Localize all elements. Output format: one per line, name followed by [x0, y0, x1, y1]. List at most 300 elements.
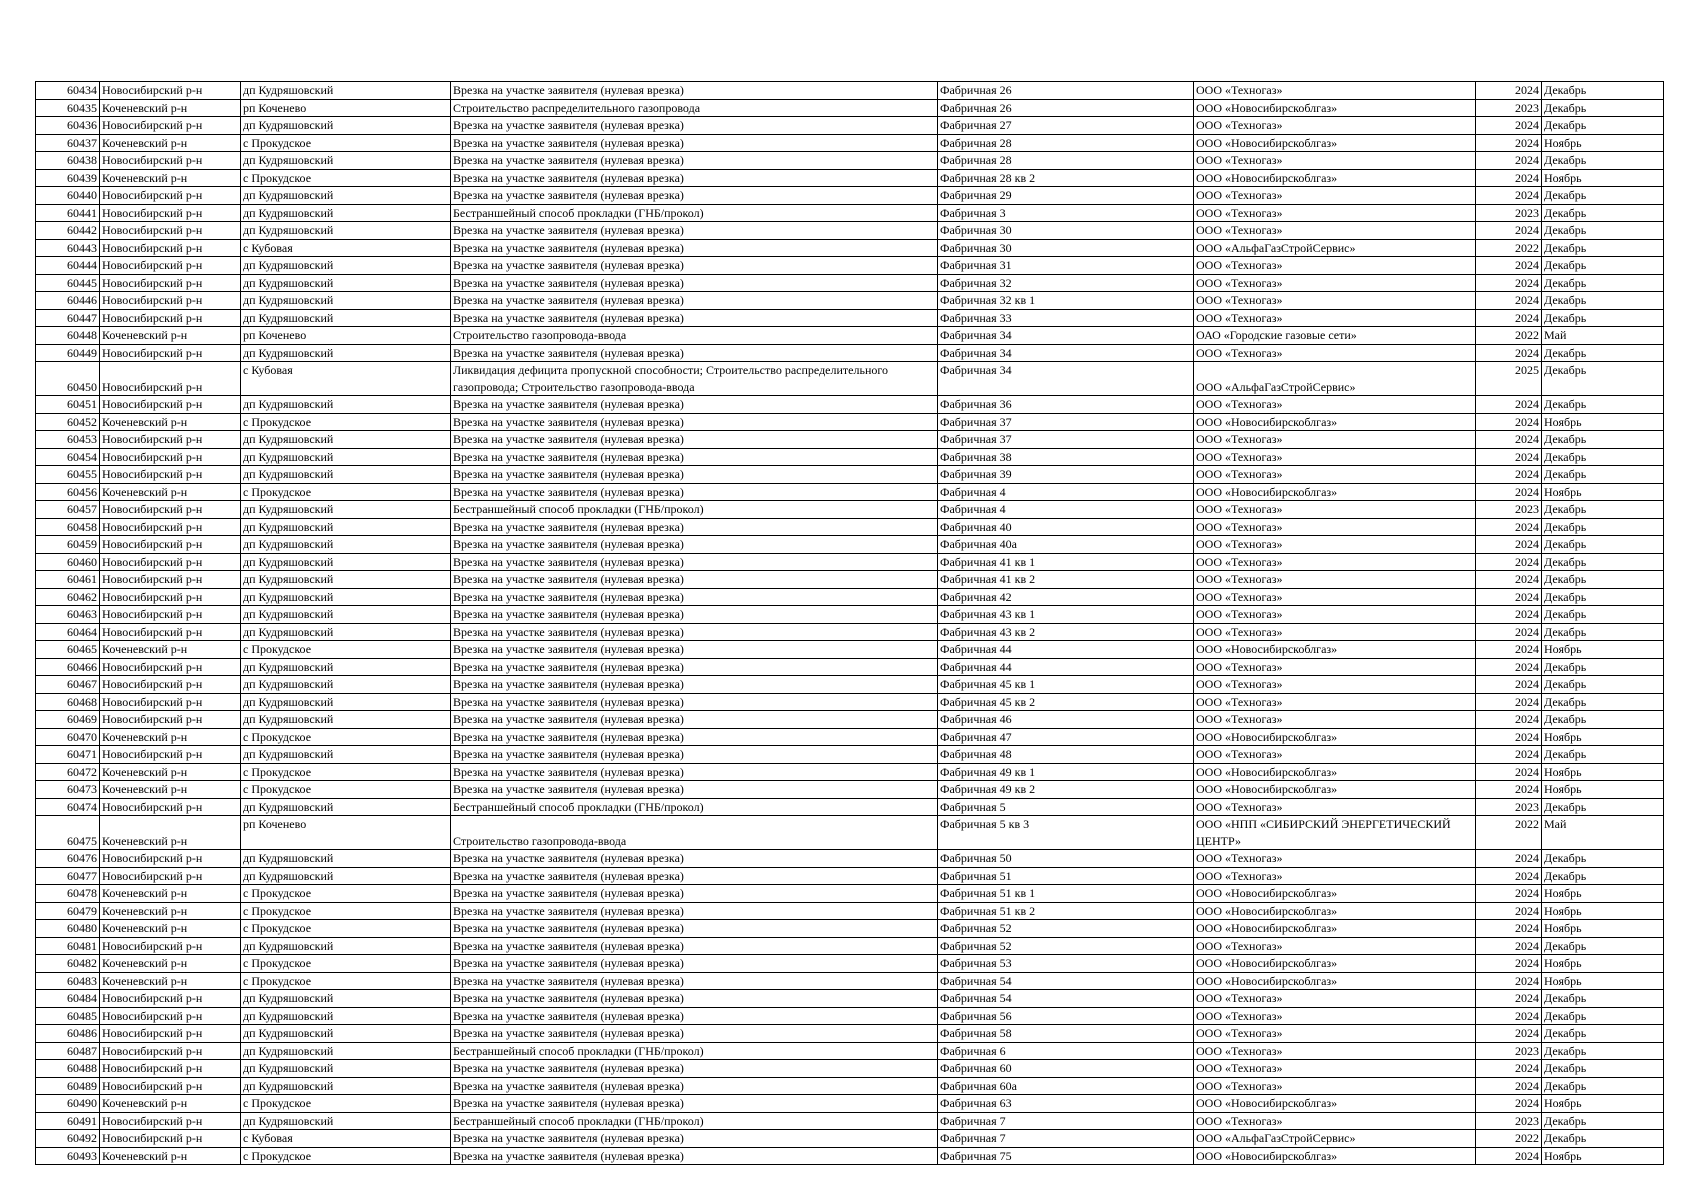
year-cell: 2024 [1476, 274, 1542, 292]
district-cell: Новосибирский р-н [100, 606, 241, 624]
row-id-cell: 60479 [36, 902, 100, 920]
address-cell: Фабричная 54 [938, 990, 1194, 1008]
year-cell: 2024 [1476, 641, 1542, 659]
address-cell: Фабричная 42 [938, 588, 1194, 606]
settlement-cell: дп Кудряшовский [241, 1060, 451, 1078]
table-row [36, 553, 1664, 571]
address-cell: Фабричная 38 [938, 448, 1194, 466]
address-cell: Фабричная 26 [938, 99, 1194, 117]
year-cell: 2024 [1476, 588, 1542, 606]
year-cell: 2024 [1476, 466, 1542, 484]
district-cell: Новосибирский р-н [100, 867, 241, 885]
district-cell: Новосибирский р-н [100, 693, 241, 711]
settlement-cell: дп Кудряшовский [241, 222, 451, 240]
settlement-cell: с Прокудское [241, 920, 451, 938]
month-cell: Декабрь [1542, 676, 1664, 694]
table-row [36, 972, 1664, 990]
contractor-cell: ООО «Техногаз» [1194, 448, 1476, 466]
table-row [36, 169, 1664, 187]
table-row [36, 920, 1664, 938]
contractor-cell: ООО «Техногаз» [1194, 571, 1476, 589]
month-cell: Декабрь [1542, 1025, 1664, 1043]
month-cell: Ноябрь [1542, 781, 1664, 799]
work-type-cell: Врезка на участке заявителя (нулевая врезка) [451, 413, 938, 431]
month-cell: Декабрь [1542, 1060, 1664, 1078]
month-cell: Декабрь [1542, 292, 1664, 310]
table-row [36, 955, 1664, 973]
month-cell: Май [1542, 816, 1664, 850]
settlement-cell: рп Коченево [241, 99, 451, 117]
row-id-cell: 60462 [36, 588, 100, 606]
address-cell: Фабричная 32 [938, 274, 1194, 292]
address-cell: Фабричная 3 [938, 204, 1194, 222]
address-cell: Фабричная 6 [938, 1042, 1194, 1060]
month-cell: Декабрь [1542, 606, 1664, 624]
contractor-cell: ООО «Техногаз» [1194, 937, 1476, 955]
settlement-cell: дп Кудряшовский [241, 536, 451, 554]
district-cell: Новосибирский р-н [100, 344, 241, 362]
settlement-cell: дп Кудряшовский [241, 448, 451, 466]
settlement-cell: дп Кудряшовский [241, 204, 451, 222]
address-cell: Фабричная 37 [938, 431, 1194, 449]
contractor-cell: ООО «Техногаз» [1194, 1077, 1476, 1095]
table-row [36, 850, 1664, 868]
settlement-cell: с Прокудское [241, 483, 451, 501]
contractor-cell: ООО «Новосибирскоблгаз» [1194, 134, 1476, 152]
settlement-cell: с Прокудское [241, 134, 451, 152]
row-id-cell: 60486 [36, 1025, 100, 1043]
table-row [36, 117, 1664, 135]
month-cell: Май [1542, 327, 1664, 345]
month-cell: Декабрь [1542, 1112, 1664, 1130]
contractor-cell: ООО «Техногаз» [1194, 1060, 1476, 1078]
address-cell: Фабричная 56 [938, 1007, 1194, 1025]
address-cell: Фабричная 28 [938, 152, 1194, 170]
month-cell: Декабрь [1542, 448, 1664, 466]
row-id-cell: 60434 [36, 82, 100, 100]
month-cell: Декабрь [1542, 658, 1664, 676]
row-id-cell: 60488 [36, 1060, 100, 1078]
district-cell: Новосибирский р-н [100, 1060, 241, 1078]
month-cell: Декабрь [1542, 1007, 1664, 1025]
settlement-cell: дп Кудряшовский [241, 937, 451, 955]
table-row [36, 693, 1664, 711]
address-cell: Фабричная 26 [938, 82, 1194, 100]
district-cell: Новосибирский р-н [100, 676, 241, 694]
row-id-cell: 60449 [36, 344, 100, 362]
table-row [36, 746, 1664, 764]
contractor-cell: ООО «Техногаз» [1194, 82, 1476, 100]
contractor-cell: ООО «Новосибирскоблгаз» [1194, 1095, 1476, 1113]
work-type-cell: Врезка на участке заявителя (нулевая врезка) [451, 902, 938, 920]
month-cell: Ноябрь [1542, 972, 1664, 990]
work-type-cell: Врезка на участке заявителя (нулевая врезка) [451, 1025, 938, 1043]
month-cell: Декабрь [1542, 798, 1664, 816]
contractor-cell: ООО «Техногаз» [1194, 588, 1476, 606]
address-cell: Фабричная 45 кв 1 [938, 676, 1194, 694]
work-type-cell: Врезка на участке заявителя (нулевая врезка) [451, 711, 938, 729]
table-row [36, 676, 1664, 694]
work-type-cell: Врезка на участке заявителя (нулевая врезка) [451, 1130, 938, 1148]
work-type-cell: Врезка на участке заявителя (нулевая врезка) [451, 1147, 938, 1165]
district-cell: Коченевский р-н [100, 816, 241, 850]
district-cell: Новосибирский р-н [100, 82, 241, 100]
month-cell: Декабрь [1542, 396, 1664, 414]
district-cell: Новосибирский р-н [100, 937, 241, 955]
year-cell: 2024 [1476, 222, 1542, 240]
table-row [36, 623, 1664, 641]
month-cell: Декабрь [1542, 82, 1664, 100]
settlement-cell: дп Кудряшовский [241, 850, 451, 868]
contractor-cell: ООО «АльфаГазСтройСервис» [1194, 239, 1476, 257]
district-cell: Коченевский р-н [100, 1147, 241, 1165]
table-row [36, 1130, 1664, 1148]
year-cell: 2024 [1476, 676, 1542, 694]
year-cell: 2023 [1476, 798, 1542, 816]
table-row [36, 798, 1664, 816]
contractor-cell: ООО «Техногаз» [1194, 431, 1476, 449]
year-cell: 2024 [1476, 658, 1542, 676]
address-cell: Фабричная 49 кв 2 [938, 781, 1194, 799]
month-cell: Декабрь [1542, 571, 1664, 589]
settlement-cell: дп Кудряшовский [241, 1025, 451, 1043]
contractor-cell: ООО «Техногаз» [1194, 466, 1476, 484]
work-type-cell: Врезка на участке заявителя (нулевая врезка) [451, 152, 938, 170]
address-cell: Фабричная 53 [938, 955, 1194, 973]
district-cell: Новосибирский р-н [100, 152, 241, 170]
settlement-cell: рп Коченево [241, 816, 451, 850]
table-row [36, 1147, 1664, 1165]
row-id-cell: 60471 [36, 746, 100, 764]
district-cell: Новосибирский р-н [100, 746, 241, 764]
work-type-cell: Врезка на участке заявителя (нулевая врезка) [451, 117, 938, 135]
month-cell: Декабрь [1542, 1130, 1664, 1148]
settlement-cell: дп Кудряшовский [241, 623, 451, 641]
month-cell: Декабрь [1542, 274, 1664, 292]
month-cell: Декабрь [1542, 518, 1664, 536]
work-type-cell: Врезка на участке заявителя (нулевая врезка) [451, 571, 938, 589]
district-cell: Коченевский р-н [100, 327, 241, 345]
district-cell: Коченевский р-н [100, 483, 241, 501]
address-cell: Фабричная 30 [938, 222, 1194, 240]
year-cell: 2024 [1476, 1060, 1542, 1078]
address-cell: Фабричная 75 [938, 1147, 1194, 1165]
address-cell: Фабричная 60 [938, 1060, 1194, 1078]
district-cell: Коченевский р-н [100, 902, 241, 920]
settlement-cell: дп Кудряшовский [241, 798, 451, 816]
work-type-cell: Врезка на участке заявителя (нулевая врезка) [451, 396, 938, 414]
contractor-cell: ООО «Техногаз» [1194, 676, 1476, 694]
contractor-cell: ООО «Новосибирскоблгаз» [1194, 955, 1476, 973]
contractor-cell: ООО «Техногаз» [1194, 501, 1476, 519]
contractor-cell: ООО «АльфаГазСтройСервис» [1194, 1130, 1476, 1148]
table-row [36, 134, 1664, 152]
district-cell: Новосибирский р-н [100, 850, 241, 868]
settlement-cell: с Кубовая [241, 1130, 451, 1148]
settlement-cell: с Кубовая [241, 362, 451, 396]
district-cell: Новосибирский р-н [100, 239, 241, 257]
table-row [36, 1007, 1664, 1025]
year-cell: 2023 [1476, 204, 1542, 222]
row-id-cell: 60446 [36, 292, 100, 310]
row-id-cell: 60440 [36, 187, 100, 205]
row-id-cell: 60463 [36, 606, 100, 624]
district-cell: Новосибирский р-н [100, 222, 241, 240]
table-row [36, 1042, 1664, 1060]
month-cell: Декабрь [1542, 152, 1664, 170]
work-type-cell: Врезка на участке заявителя (нулевая врезка) [451, 920, 938, 938]
address-cell: Фабричная 51 [938, 867, 1194, 885]
table-row [36, 239, 1664, 257]
row-id-cell: 60474 [36, 798, 100, 816]
contractor-cell: ООО «Техногаз» [1194, 257, 1476, 275]
address-cell: Фабричная 30 [938, 239, 1194, 257]
address-cell: Фабричная 51 кв 2 [938, 902, 1194, 920]
work-type-cell: Врезка на участке заявителя (нулевая врезка) [451, 483, 938, 501]
settlement-cell: с Прокудское [241, 413, 451, 431]
month-cell: Декабрь [1542, 466, 1664, 484]
settlement-cell: дп Кудряшовский [241, 1112, 451, 1130]
year-cell: 2023 [1476, 1112, 1542, 1130]
year-cell: 2024 [1476, 990, 1542, 1008]
settlement-cell: с Прокудское [241, 972, 451, 990]
address-cell: Фабричная 44 [938, 641, 1194, 659]
year-cell: 2024 [1476, 518, 1542, 536]
work-type-cell: Врезка на участке заявителя (нулевая врезка) [451, 257, 938, 275]
year-cell: 2022 [1476, 327, 1542, 345]
contractor-cell: ООО «Новосибирскоблгаз» [1194, 920, 1476, 938]
row-id-cell: 60485 [36, 1007, 100, 1025]
work-type-cell: Врезка на участке заявителя (нулевая врезка) [451, 274, 938, 292]
table-row [36, 327, 1664, 345]
year-cell: 2024 [1476, 483, 1542, 501]
row-id-cell: 60487 [36, 1042, 100, 1060]
table-row [36, 781, 1664, 799]
district-cell: Новосибирский р-н [100, 536, 241, 554]
settlement-cell: дп Кудряшовский [241, 431, 451, 449]
district-cell: Коченевский р-н [100, 728, 241, 746]
table-row [36, 606, 1664, 624]
year-cell: 2023 [1476, 501, 1542, 519]
year-cell: 2024 [1476, 920, 1542, 938]
settlement-cell: дп Кудряшовский [241, 82, 451, 100]
settlement-cell: с Прокудское [241, 728, 451, 746]
month-cell: Ноябрь [1542, 169, 1664, 187]
address-cell: Фабричная 50 [938, 850, 1194, 868]
settlement-cell: с Прокудское [241, 169, 451, 187]
table-row [36, 1095, 1664, 1113]
year-cell: 2024 [1476, 763, 1542, 781]
row-id-cell: 60472 [36, 763, 100, 781]
settlement-cell: дп Кудряшовский [241, 711, 451, 729]
address-cell: Фабричная 34 [938, 327, 1194, 345]
year-cell: 2024 [1476, 152, 1542, 170]
row-id-cell: 60483 [36, 972, 100, 990]
month-cell: Декабрь [1542, 867, 1664, 885]
contractor-cell: ООО «Техногаз» [1194, 623, 1476, 641]
district-cell: Коченевский р-н [100, 1095, 241, 1113]
month-cell: Декабрь [1542, 1042, 1664, 1060]
district-cell: Коченевский р-н [100, 763, 241, 781]
month-cell: Ноябрь [1542, 885, 1664, 903]
row-id-cell: 60489 [36, 1077, 100, 1095]
address-cell: Фабричная 7 [938, 1130, 1194, 1148]
work-type-cell: Врезка на участке заявителя (нулевая врезка) [451, 693, 938, 711]
table-row [36, 1060, 1664, 1078]
month-cell: Ноябрь [1542, 1095, 1664, 1113]
district-cell: Новосибирский р-н [100, 501, 241, 519]
settlement-cell: дп Кудряшовский [241, 676, 451, 694]
address-cell: Фабричная 5 [938, 798, 1194, 816]
district-cell: Коченевский р-н [100, 920, 241, 938]
work-type-cell: Врезка на участке заявителя (нулевая врезка) [451, 518, 938, 536]
address-cell: Фабричная 36 [938, 396, 1194, 414]
settlement-cell: дп Кудряшовский [241, 518, 451, 536]
month-cell: Декабрь [1542, 937, 1664, 955]
address-cell: Фабричная 32 кв 1 [938, 292, 1194, 310]
settlement-cell: дп Кудряшовский [241, 1042, 451, 1060]
work-type-cell: Строительство газопровода-ввода [451, 327, 938, 345]
year-cell: 2024 [1476, 867, 1542, 885]
month-cell: Декабрь [1542, 309, 1664, 327]
settlement-cell: с Прокудское [241, 1095, 451, 1113]
table-row [36, 99, 1664, 117]
settlement-cell: с Прокудское [241, 763, 451, 781]
year-cell: 2024 [1476, 431, 1542, 449]
row-id-cell: 60436 [36, 117, 100, 135]
row-id-cell: 60464 [36, 623, 100, 641]
address-cell: Фабричная 28 [938, 134, 1194, 152]
year-cell: 2024 [1476, 693, 1542, 711]
table-row [36, 396, 1664, 414]
contractor-cell: ООО «Техногаз» [1194, 396, 1476, 414]
district-cell: Новосибирский р-н [100, 1130, 241, 1148]
address-cell: Фабричная 54 [938, 972, 1194, 990]
address-cell: Фабричная 60а [938, 1077, 1194, 1095]
work-type-cell: Врезка на участке заявителя (нулевая врезка) [451, 763, 938, 781]
settlement-cell: с Прокудское [241, 781, 451, 799]
table-row [36, 711, 1664, 729]
row-id-cell: 60467 [36, 676, 100, 694]
address-cell: Фабричная 5 кв 3 [938, 816, 1194, 850]
row-id-cell: 60443 [36, 239, 100, 257]
work-type-cell: Врезка на участке заявителя (нулевая врезка) [451, 82, 938, 100]
contractor-cell: ООО «Техногаз» [1194, 867, 1476, 885]
month-cell: Декабрь [1542, 239, 1664, 257]
year-cell: 2024 [1476, 292, 1542, 310]
row-id-cell: 60476 [36, 850, 100, 868]
work-type-cell: Врезка на участке заявителя (нулевая врезка) [451, 169, 938, 187]
table-row [36, 902, 1664, 920]
month-cell: Ноябрь [1542, 920, 1664, 938]
district-cell: Новосибирский р-н [100, 431, 241, 449]
year-cell: 2024 [1476, 257, 1542, 275]
work-type-cell: Врезка на участке заявителя (нулевая врезка) [451, 309, 938, 327]
row-id-cell: 60455 [36, 466, 100, 484]
contractor-cell: ООО «Техногаз» [1194, 746, 1476, 764]
settlement-cell: дп Кудряшовский [241, 309, 451, 327]
work-type-cell: Бестраншейный способ прокладки (ГНБ/прокол) [451, 1112, 938, 1130]
work-type-cell: Врезка на участке заявителя (нулевая врезка) [451, 1077, 938, 1095]
contractor-cell: ООО «Техногаз» [1194, 990, 1476, 1008]
table-row [36, 257, 1664, 275]
table-row [36, 483, 1664, 501]
table-row [36, 309, 1664, 327]
row-id-cell: 60469 [36, 711, 100, 729]
month-cell: Декабрь [1542, 222, 1664, 240]
address-cell: Фабричная 58 [938, 1025, 1194, 1043]
table-row [36, 362, 1664, 396]
address-cell: Фабричная 33 [938, 309, 1194, 327]
work-type-cell: Бестраншейный способ прокладки (ГНБ/прокол) [451, 501, 938, 519]
district-cell: Новосибирский р-н [100, 117, 241, 135]
row-id-cell: 60438 [36, 152, 100, 170]
table-row [36, 204, 1664, 222]
address-cell: Фабричная 51 кв 1 [938, 885, 1194, 903]
district-cell: Коченевский р-н [100, 134, 241, 152]
address-cell: Фабричная 4 [938, 483, 1194, 501]
work-type-cell: Врезка на участке заявителя (нулевая врезка) [451, 553, 938, 571]
contractor-cell: ООО «Техногаз» [1194, 553, 1476, 571]
district-cell: Новосибирский р-н [100, 396, 241, 414]
settlement-cell: дп Кудряшовский [241, 396, 451, 414]
table-row [36, 658, 1664, 676]
district-cell: Новосибирский р-н [100, 257, 241, 275]
table-row [36, 344, 1664, 362]
month-cell: Ноябрь [1542, 641, 1664, 659]
settlement-cell: с Прокудское [241, 1147, 451, 1165]
district-cell: Коченевский р-н [100, 972, 241, 990]
district-cell: Коченевский р-н [100, 955, 241, 973]
work-type-cell: Врезка на участке заявителя (нулевая врезка) [451, 448, 938, 466]
contractor-cell: ООО «Новосибирскоблгаз» [1194, 763, 1476, 781]
row-id-cell: 60475 [36, 816, 100, 850]
year-cell: 2024 [1476, 187, 1542, 205]
contractor-cell: ООО «АльфаГазСтройСервис» [1194, 362, 1476, 396]
month-cell: Ноябрь [1542, 902, 1664, 920]
district-cell: Коченевский р-н [100, 641, 241, 659]
settlement-cell: дп Кудряшовский [241, 501, 451, 519]
work-type-cell: Врезка на участке заявителя (нулевая врезка) [451, 623, 938, 641]
address-cell: Фабричная 7 [938, 1112, 1194, 1130]
work-type-cell: Врезка на участке заявителя (нулевая врезка) [451, 955, 938, 973]
work-type-cell: Врезка на участке заявителя (нулевая врезка) [451, 536, 938, 554]
settlement-cell: дп Кудряшовский [241, 571, 451, 589]
settlement-cell: с Прокудское [241, 955, 451, 973]
table-row [36, 187, 1664, 205]
contractor-cell: ООО «Техногаз» [1194, 117, 1476, 135]
month-cell: Декабрь [1542, 990, 1664, 1008]
contractor-cell: ОАО «Городские газовые сети» [1194, 327, 1476, 345]
address-cell: Фабричная 40 [938, 518, 1194, 536]
work-type-cell: Врезка на участке заявителя (нулевая врезка) [451, 606, 938, 624]
address-cell: Фабричная 34 [938, 344, 1194, 362]
table-row [36, 82, 1664, 100]
contractor-cell: ООО «Новосибирскоблгаз» [1194, 413, 1476, 431]
row-id-cell: 60451 [36, 396, 100, 414]
month-cell: Ноябрь [1542, 134, 1664, 152]
row-id-cell: 60458 [36, 518, 100, 536]
year-cell: 2024 [1476, 937, 1542, 955]
contractor-cell: ООО «Новосибирскоблгаз» [1194, 902, 1476, 920]
month-cell: Декабрь [1542, 850, 1664, 868]
contractor-cell: ООО «Техногаз» [1194, 309, 1476, 327]
table-row [36, 501, 1664, 519]
row-id-cell: 60477 [36, 867, 100, 885]
contractor-cell: ООО «Техногаз» [1194, 711, 1476, 729]
contractor-cell: ООО «Техногаз» [1194, 152, 1476, 170]
month-cell: Декабрь [1542, 362, 1664, 396]
